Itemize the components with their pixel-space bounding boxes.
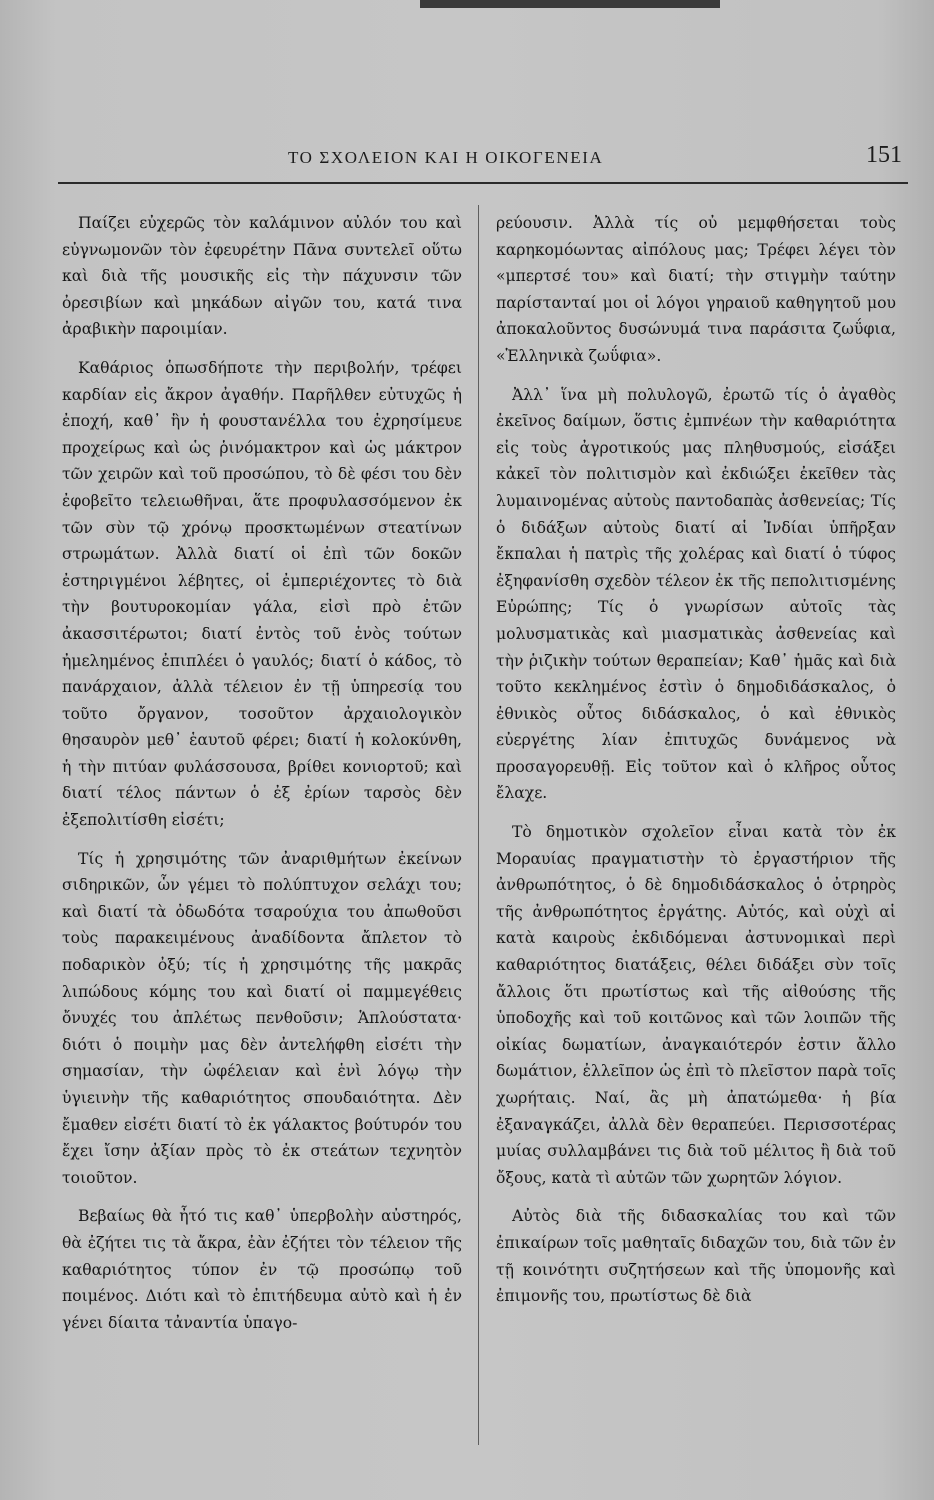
paragraph: Τίς ἡ χρησιμότης τῶν ἀναριθμήτων ἐκείνων σιδηρικῶν, ὧν γέμει τὸ πολύπτυχον σελάχι του; καὶ διατί τὰ ὀδωδότα τσαρούχια του ἀπωθοῦσι τοὺς παρακειμένους ἀναδίδοντα ἄπλετον τὸ ποδαρικὸν ὀξύ; τίς ἡ χρησιμότης τῆς μακρᾶς λιπώδους κόμης του καὶ διατί οἱ παμμεγέθεις ὄνυχές του ἀπλέτως πενθοῦσιν; Ἁπλούστατα· διότι ὁ ποιμὴν μας δὲν ἀντελήφθη εἰσέτι τὴν σημασίαν, τὴν ὠφέλειαν καὶ ἑνὶ λόγῳ τὴν ὑγιεινὴν τῆς καθαριότητος σπουδαιότητα. Δὲν ἔμαθεν εἰσέτι διατί τὸ ἐκ γάλακτος βούτυρόν του ἔχει ἴσην ἀξίαν πρὸς τὸ ἐκ στεάτων τεχνητὸν τοιοῦτον. <box>62 849 462 1187</box>
page-top-shadow <box>420 0 720 8</box>
header-rule <box>58 182 908 184</box>
left-column <box>62 210 462 1336</box>
paragraph: Βεβαίως θὰ ἦτό τις καθ᾽ ὑπερβολὴν αὐστηρός, θὰ ἐζήτει τις τὰ ἄκρα, ἐὰν ἐζήτει τὸν τέλειον τῆς καθαριότητος τύπον ἐν τῷ προσώπῳ τοῦ ποιμένος. Διότι καὶ τὸ ἐπιτήδευμα αὐτὸ καὶ ἡ ἐν γένει δίαιτα τἀναντία ὑπαγο- <box>62 1207 462 1332</box>
paragraph: Ἀλλ᾽ ἵνα μὴ πολυλογῶ, ἐρωτῶ τίς ὁ ἀγαθὸς ἐκεῖνος δαίμων, ὅστις ἐμπνέων τὴν καθαριότητα εἰς τοὺς ἀγροτικούς μας πληθυσμούς, εἰσάξει κἀκεῖ τὸν πολιτισμὸν καὶ ἐκδιώξει ἐκεῖθεν τὰς λυμαινομένας αὐτοὺς παντοδαπὰς ἀσθενείας; Τίς ὁ διδάξων αὐτοὺς διατί αἱ Ἰνδίαι ὑπῆρξαν ἔκπαλαι ἡ πατρὶς τῆς χολέρας καὶ διατί ὁ τύφος ἐξηφανίσθη σχεδὸν τέλεον ἐκ τῆς πεπολιτισμένης Εὐρώπης; Τίς ὁ γνωρίσων αὐτοῖς τὰς μολυσματικὰς καὶ μιασματικὰς ἀσθενείας καὶ τὴν ῥιζικὴν τούτων θεραπείαν; Καθ᾽ ἡμᾶς καὶ διὰ τοῦτο κεκλημένος ἐστὶν ὁ δημοδιδάσκαλος, ὁ ἐθνικὸς οὗτος διδάσκαλος, ὁ καὶ ἐθνικὸς εὐεργέτης λίαν ἐπιτυχῶς δυνάμενος νὰ προσαγορευθῇ. Εἰς τοῦτον καὶ ὁ κλῆρος οὗτος ἔλαχε. <box>496 385 896 803</box>
right-column <box>496 210 896 1310</box>
paragraph: Αὐτὸς διὰ τῆς διδασκαλίας του καὶ τῶν ἐπικαίρων τοῖς μαθηταῖς διδαχῶν του, διὰ τῶν ἐν τῇ κοινότητι συζητήσεων καὶ τῆς ὑπομονῆς καὶ ἐπιμονῆς του, πρωτίστως δὲ διὰ <box>496 1207 896 1306</box>
paragraph: Τὸ δημοτικὸν σχολεῖον εἶναι κατὰ τὸν ἐκ Μοραυίας πραγματιστὴν τὸ ἐργαστήριον τῆς ἀνθρωπότητος, ὁ δὲ δημοδιδάσκαλος ὁ ὀτρηρὸς τῆς ἀνθρωπότητος ἐργάτης. Αὐτός, καὶ οὐχὶ αἱ κατὰ καιροὺς ἐκδιδόμεναι ἀστυνομικαὶ περὶ καθαριότητος διατάξεις, θέλει διδάξει σὺν τοῖς ἄλλοις ὅτι πρωτίστως καὶ τῆς αἰθούσης τῆς ὑποδοχῆς καὶ τοῦ κοιτῶνος καὶ τῶν λοιπῶν τῆς οἰκίας δωματίων, ἀναγκαιότερόν ἐστιν ἄλλο δωμάτιον, ἐλλεῖπον ὡς ἐπὶ τὸ πλεῖστον παρὰ τοῖς χωρήταις. Ναί, ἂς μὴ ἀπατώμεθα· ἡ βία ἐξαναγκάζει, ἀλλὰ δὲν θεραπεύει. Περισσοτέρας μυίας συλλαμβάνει τις διὰ τοῦ μέλιτος ἢ διὰ τοῦ ὄξους, κατὰ τὶ αὐτῶν τῶν χωρητῶν λόγιον. <box>496 823 896 1187</box>
page-number: 151 <box>866 142 902 168</box>
column-divider <box>478 205 479 1445</box>
paragraph: ρεύουσιν. Ἀλλὰ τίς οὐ μεμφθήσεται τοὺς καρηκομόωντας αἰπόλους μας; Τρέφει λέγει τὸν «μπερτσέ του» καὶ διατί; τὴν στιγμὴν ταύτην παρίστανταί μοι οἱ λόγοι γηραιοῦ καθηγητοῦ μου ἀποκαλοῦντος δυσώνυμά τινα παράσιτα ζωΰφια, «Ἑλληνικὰ ζωΰφια». <box>496 214 896 365</box>
page-header <box>0 140 934 180</box>
paragraph: Καθάριος ὁπωσδήποτε τὴν περιβολήν, τρέφει καρδίαν εἰς ἄκρον ἀγαθήν. Παρῆλθεν εὐτυχῶς ἡ ἐποχή, καθ᾽ ἣν ἡ φουστανέλλα του ἐχρησίμευε προχείρως καὶ ὡς ῥινόμακτρον καὶ ὡς μάκτρον τῶν χειρῶν καὶ τοῦ προσώπου, τὸ δὲ φέσι του δὲν ἐφοβεῖτο τελειωθῆναι, ἅτε προφυλασσόμενον ἐκ τῶν σὺν τῷ χρόνῳ προσκτωμένων στεατίνων στρωμάτων. Ἀλλὰ διατί οἱ ἐπὶ τῶν δοκῶν ἐστηριγμένοι λέβητες, οἱ ἐμπεριέχοντες τὸ διὰ τὴν βουτυροκομίαν γάλα, εἰσὶ πρὸ ἐτῶν ἀκασσιτέρωτοι; διατί ἐντὸς τοῦ ἑνὸς τούτων ἠμελημένος ἐπιπλέει ὁ γαυλός; διατί ὁ κάδος, τὸ πανάρχαιον, ἀλλὰ τέλειον ἐν τῇ ὑπηρεσίᾳ του τοῦτο ὄργανον, τοσοῦτον ἀρχαιολογικὸν θησαυρὸν μεθ᾽ ἑαυτοῦ φέρει; διατί ἡ κολοκύνθη, ἡ τὴν πιτύαν φυλάσσουσα, βρίθει κονιορτοῦ; καὶ διατί τέλος πάντων ὁ ἐξ ἐρίων ταρσὸς δὲν ἐξεπολιτίσθη εἰσέτι; <box>62 358 462 830</box>
paragraph: Παίζει εὐχερῶς τὸν καλάμινον αὐλόν του καὶ εὐγνωμονῶν τὸν ἐφευρέτην Πᾶνα συντελεῖ οὕτω καὶ διὰ τῆς μουσικῆς εἰς τὴν πάχυνσιν τῶν ὀρεσιβίων καὶ μηκάδων αἰγῶν του, κατά τινα ἀραβικὴν παροιμίαν. <box>62 214 462 339</box>
running-title: ΤΟ ΣΧΟΛΕΙΟΝ ΚΑΙ Η ΟΙΚΟΓΕΝΕΙΑ <box>288 148 604 167</box>
